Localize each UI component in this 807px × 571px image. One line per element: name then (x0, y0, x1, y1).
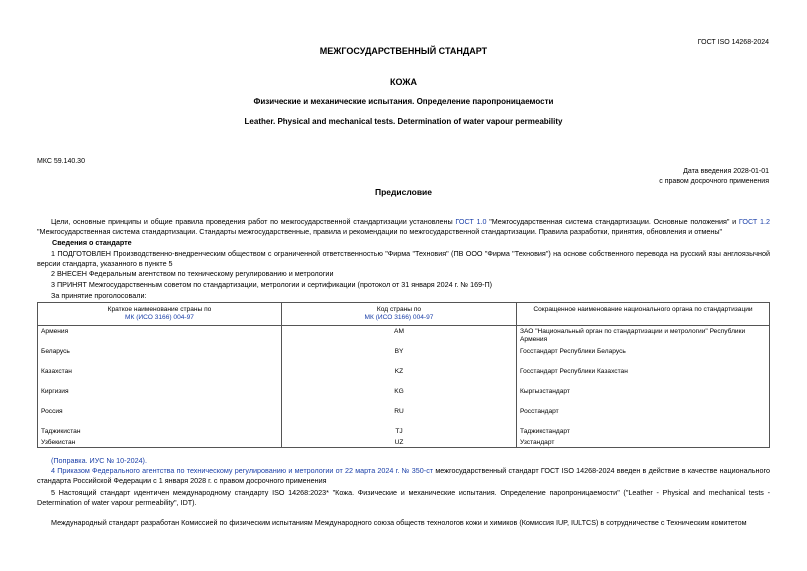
header-text: Сокращенное наименование национального органа по стандартизации (533, 306, 753, 313)
country-cell: Киргизия (38, 386, 282, 406)
international-standard-paragraph: Международный стандарт разработан Комиссией по физическим испытаниям Международного союза обществ технологов кожи и химиков (Комиссия IUP, IULTCS) в сотрудничестве с Техническим комитетом (51, 518, 747, 527)
amendment-note (37, 456, 770, 466)
introduction-date: Дата введения 2028-01-01 (683, 168, 769, 175)
body-cell: Госстандарт Республики Беларусь (517, 346, 770, 366)
code-cell: RU (282, 406, 517, 426)
country-cell: Казахстан (38, 366, 282, 386)
gost-1-2-link[interactable]: ГОСТ 1.2 (738, 217, 770, 226)
item-4-order (37, 466, 770, 486)
code-cell: AM (282, 326, 517, 346)
early-use-note: с правом досрочного применения (659, 178, 769, 185)
column-header-code (282, 303, 517, 326)
document-code: ГОСТ ISO 14268-2024 (697, 39, 769, 46)
table-row (38, 326, 770, 346)
country-cell: Армения (38, 326, 282, 346)
table-row (38, 426, 770, 437)
header-text: Код страны по (376, 306, 422, 313)
mk-iso-link[interactable]: МК (ИСО 3166) 004-97 (364, 314, 434, 321)
document-subtitle-ru: Физические и механические испытания. Определение паропроницаемости (253, 97, 554, 106)
header-text: Краткое наименование страны по (107, 306, 212, 313)
country-cell: Беларусь (38, 346, 282, 366)
body-cell: Госстандарт Республики Казахстан (517, 366, 770, 386)
table-row (38, 406, 770, 426)
code-cell: KZ (282, 366, 517, 386)
table-row (38, 437, 770, 448)
body-cell: ЗАО "Национальный орган по стандартизации и метрологии" Республики Армения (517, 326, 770, 346)
code-cell: UZ (282, 437, 517, 448)
code-cell: TJ (282, 426, 517, 437)
item-3-adopted: 3 ПРИНЯТ Межгосударственным советом по стандартизации, метрологии и сертификации (протокол от 31 января 2024 г. № 169-П) (51, 280, 493, 289)
body-cell: Кыргызстандарт (517, 386, 770, 406)
column-header-country (38, 303, 282, 326)
code-cell: KG (282, 386, 517, 406)
gost-1-0-link[interactable]: ГОСТ 1.0 (455, 217, 487, 226)
column-header-body (517, 303, 770, 326)
body-cell: Узстандарт (517, 437, 770, 448)
country-cell: Узбекистан (38, 437, 282, 448)
standard-info-heading: Сведения о стандарте (52, 238, 132, 247)
table-row (38, 386, 770, 406)
paragraph-text: "Межгосударственная система стандартизации. Основные положения" и (486, 217, 739, 226)
country-cell: Россия (38, 406, 282, 426)
item-1-prepared: 1 ПОДГОТОВЛЕН Производственно-внедренческим обществом с ограниченной ответственностью "Фирма "Техновия" (ПВ ООО "Фирма "Техновия") на основе собственного перевода на русский язы англоязычной версии стандарта, указанного в пункте 5 (37, 249, 770, 268)
preface-heading: Предисловие (374, 187, 433, 197)
item-2-submitted: 2 ВНЕСЕН Федеральным агентством по техническому регулированию и метрологии (51, 269, 334, 278)
paragraph-text: межгосударственный стандарт ГОСТ ISO 14268-2024 введен в действие в качестве национального стандарта Российской Федерации с 1 января 2028 г. с правом досрочного применения (37, 466, 770, 485)
table-row (38, 346, 770, 366)
table-row (38, 366, 770, 386)
item-5-identical: 5 Настоящий стандарт идентичен международному стандарту ISO 14268:2023* "Кожа. Физические и механические испытания. Определение паропроницаемости" ("Leather - Physical and mechanical tests - Determination of water vapour permeability", IDT). (37, 488, 770, 507)
paragraph-text: "Межгосударственная система стандартизации. Стандарты межгосударственные, правила и рекомендации по межгосударственной стандартизации. Правила разработки, принятия, обновления и отмены" (37, 227, 723, 236)
body-cell: Таджикстандарт (517, 426, 770, 437)
mk-iso-link[interactable]: МК (ИСО 3166) 004-97 (125, 314, 194, 321)
document-title: КОЖА (389, 77, 417, 87)
standard-type-heading: МЕЖГОСУДАРСТВЕННЫЙ СТАНДАРТ (319, 46, 488, 56)
paragraph-text: Цели, основные принципы и общие правила проведения работ по межгосударственной стандартизации установлены (51, 217, 456, 226)
amendment-link[interactable]: (Поправка. ИУС № 10-2024). (51, 456, 147, 465)
mks-code: МКС 59.140.30 (37, 158, 85, 165)
table-header-row (38, 303, 770, 326)
body-cell: Росстандарт (517, 406, 770, 426)
order-link[interactable]: 4 Приказом Федерального агентства по техническому регулированию и метрологии от 22 марта 2024 г. № 350-ст (51, 466, 434, 475)
code-cell: BY (282, 346, 517, 366)
voting-countries-table (37, 302, 770, 448)
voted-label: За принятие проголосовали: (51, 291, 147, 300)
country-cell: Таджикистан (38, 426, 282, 437)
document-subtitle-en: Leather. Physical and mechanical tests. Determination of water vapour permeability (244, 117, 563, 126)
preface-paragraph-1 (37, 217, 770, 237)
